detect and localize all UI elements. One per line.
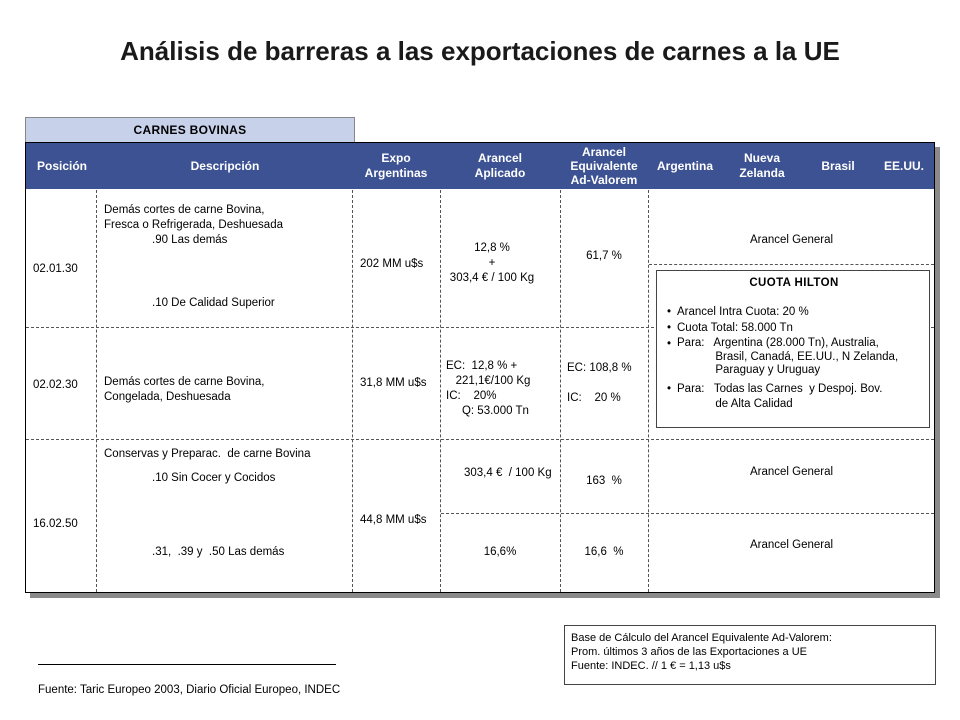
hilton-item: Cuota Total: 58.000 Tn — [677, 322, 793, 334]
base-calculo-line: Fuente: INDEC. // 1 € = 1,13 u$s — [571, 660, 731, 672]
bullet-icon: • — [667, 338, 672, 350]
page-title: Análisis de barreras a las exportaciones de carnes a la UE — [120, 36, 840, 66]
row1-descripcion-sub: .90 Las demás — [152, 234, 228, 246]
row3-arancel-a: 303,4 € / 100 Kg — [464, 467, 552, 479]
header-arancel-equivalente: Arancel Equivalente Ad-Valorem — [570, 145, 638, 187]
row3-descripcion-sub: .10 Sin Cocer y Cocidos — [152, 472, 276, 484]
hilton-item: Para: Argentina (28.000 Tn), Australia, Brasil, Canadá, EE.UU., N Zelanda, Paraguay y Uruguay — [677, 337, 899, 376]
bullet-icon: • — [667, 306, 672, 318]
row-divider — [649, 264, 934, 265]
cuota-hilton-title: CUOTA HILTON — [749, 277, 839, 289]
bullet-icon: • — [667, 383, 672, 395]
row3-arancel-b: 16,6% — [483, 546, 517, 558]
base-calculo-box — [564, 625, 936, 685]
source-rule — [38, 664, 336, 665]
row3-equivalente-a: 163 % — [586, 475, 622, 487]
header-eeuu: EE.UU. — [883, 158, 924, 173]
header-posicion: Posición — [36, 158, 87, 173]
header-brasil: Brasil — [821, 158, 855, 173]
cuota-hilton-box — [656, 270, 930, 428]
row3-paises-b: Arancel General — [749, 539, 834, 551]
row3-expo: 44,8 MM u$s — [360, 514, 427, 526]
row3-equivalente-b: 16,6 % — [584, 546, 624, 558]
row2-arancel: EC: 12,8 % + 221,1€/100 Kg IC: 20% Q: 53.000 Tn — [446, 360, 531, 417]
row3-posicion: 16.02.50 — [33, 518, 78, 530]
row2-equivalente: EC: 108,8 % IC: 20 % — [567, 362, 632, 404]
row2-posicion: 02.02.30 — [33, 379, 78, 391]
divider — [96, 190, 97, 592]
row1-posicion: 02.01.30 — [33, 263, 78, 275]
header-expo-argentinas: Expo Argentinas — [364, 151, 428, 180]
row2-expo: 31,8 MM u$s — [360, 377, 427, 389]
row-divider — [441, 513, 934, 514]
source-note: Fuente: Taric Europeo 2003, Diario Oficial Europeo, INDEC — [38, 684, 341, 696]
row3-descripcion: Conservas y Preparac. de carne Bovina — [104, 448, 311, 460]
row1-expo: 202 MM u$s — [360, 258, 424, 270]
divider — [648, 190, 649, 592]
row1-equivalente: 61,7 % — [586, 250, 622, 262]
row2-descripcion: Demás cortes de carne Bovina, Congelada, Deshuesada — [104, 376, 265, 403]
section-label: CARNES BOVINAS — [25, 117, 355, 143]
hilton-item: Arancel Intra Cuota: 20 % — [677, 306, 809, 318]
bullet-icon: • — [667, 322, 672, 334]
header-arancel-aplicado: Arancel Aplicado — [474, 151, 526, 180]
row3-descripcion-sub2: .31, .39 y .50 Las demás — [152, 546, 285, 558]
header-nueva-zelanda: Nueva Zelanda — [739, 151, 785, 180]
row1-paises: Arancel General — [749, 234, 834, 246]
base-calculo-line: Prom. últimos 3 años de las Exportaciones a UE — [571, 646, 808, 658]
hilton-item: Para: Todas las Carnes y Despoj. Bov. de Alta Calidad — [677, 383, 883, 410]
row1-descripcion-sub2: .10 De Calidad Superior — [152, 297, 275, 309]
row3-paises-a: Arancel General — [749, 466, 834, 478]
row1-arancel: 12,8 % + 303,4 € / 100 Kg — [449, 242, 535, 284]
divider — [352, 190, 353, 592]
base-calculo-line: Base de Cálculo del Arancel Equivalente Ad-Valorem: — [571, 632, 832, 644]
row1-descripcion: Demás cortes de carne Bovina, Fresca o Refrigerada, Deshuesada — [104, 204, 283, 231]
header-argentina: Argentina — [656, 158, 713, 173]
header-descripcion: Descripción — [190, 158, 260, 173]
row-divider — [26, 439, 934, 440]
